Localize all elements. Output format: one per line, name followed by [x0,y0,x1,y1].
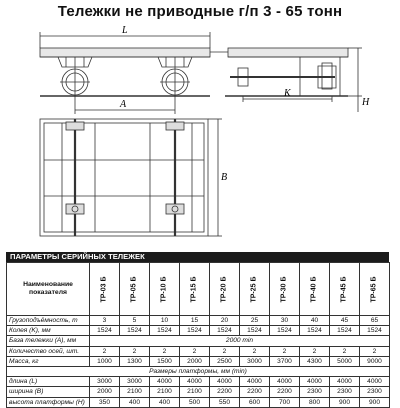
table-cell: 25 [240,316,270,326]
table-cell: 400 [150,397,180,407]
table-cell: 65 [360,316,390,326]
table-cell: 2100 [150,387,180,397]
table-cell: 15 [180,316,210,326]
table-row [7,377,390,387]
model-label: ТР-03 Б [100,275,108,303]
column-header-model [150,263,180,316]
table-row [7,387,390,397]
table-cell: 1524 [150,326,180,336]
column-header-name: Наименование показателя [7,263,90,316]
model-label: ТР-05 Б [130,275,138,303]
table-cell: 5 [120,316,150,326]
model-label: ТР-20 Б [220,275,228,303]
table-cell: 30 [270,316,300,326]
model-label: ТР-25 Б [250,275,258,303]
table-cell: 2300 [360,387,390,397]
row-label: высота платформы (Н) [7,397,90,407]
page-title: Тележки не приводные г/п 3 - 65 тонн [57,3,343,20]
table-cell: 2 [120,346,150,356]
table-cell: 400 [120,397,150,407]
table-cell: 4000 [360,377,390,387]
table-cell: 4000 [330,377,360,387]
dim-label-k: K [284,88,291,99]
table-cell: 1524 [240,326,270,336]
row-label: Грузоподъёмность, т [7,316,90,326]
model-label: ТР-15 Б [190,275,198,303]
table-cell: 1524 [270,326,300,336]
table-cell: 4300 [300,356,330,366]
model-label: ТР-45 Б [340,275,348,303]
table-cell: 4000 [150,377,180,387]
table-cell: 2 [360,346,390,356]
table-cell: 40 [300,316,330,326]
plan-view [40,119,222,236]
platform-subheader: Размеры платформы, мм (min) [7,366,390,376]
table-cell: 2300 [300,387,330,397]
table-cell: 2100 [120,387,150,397]
dim-label-h: H [362,97,370,108]
table-subheader-row [7,366,390,376]
column-header-model [360,263,390,316]
dim-label-l: L [122,25,128,36]
table-cell: 2000 [90,387,120,397]
table-cell: 600 [240,397,270,407]
column-header-model [270,263,300,316]
table-cell: 2 [270,346,300,356]
table-cell: 2 [90,346,120,356]
table-cell: 700 [270,397,300,407]
table-cell: 45 [330,316,360,326]
table-row [7,316,390,326]
table-cell: 2200 [210,387,240,397]
table-cell-span: 2000 min [90,336,390,346]
table-cell: 5000 [330,356,360,366]
column-header-model [180,263,210,316]
column-header-model [90,263,120,316]
table-row [7,336,390,346]
table-cell: 20 [210,316,240,326]
row-label: Колея (K), мм [7,326,90,336]
table-cell: 1524 [120,326,150,336]
table-cell: 2 [240,346,270,356]
column-header-model [330,263,360,316]
table-cell: 1524 [90,326,120,336]
front-view [210,48,362,112]
table-cell: 2300 [330,387,360,397]
table-cell: 550 [210,397,240,407]
table-cell: 4000 [270,377,300,387]
table-cell: 10 [150,316,180,326]
model-label: ТР-65 Б [370,275,378,303]
table-cell: 1524 [210,326,240,336]
table-cell: 1524 [300,326,330,336]
table-cell: 4000 [180,377,210,387]
row-label: База тележки (А), мм [7,336,90,346]
table-cell: 3000 [240,356,270,366]
table-cell: 2500 [210,356,240,366]
model-label: ТР-40 Б [310,275,318,303]
table-row [7,356,390,366]
table-cell: 2200 [270,387,300,397]
table-cell: 2000 [180,356,210,366]
table-cell: 1000 [90,356,120,366]
column-header-model [120,263,150,316]
table-cell: 1500 [150,356,180,366]
model-label: ТР-10 Б [160,275,168,303]
model-label: ТР-30 Б [280,275,288,303]
table-cell: 900 [330,397,360,407]
table-cell: 3700 [270,356,300,366]
table-cell: 2200 [240,387,270,397]
table-cell: 2 [300,346,330,356]
table-cell: 2 [150,346,180,356]
left-wheel-assembly [58,57,92,97]
table-cell: 1524 [360,326,390,336]
row-label: длина (L) [7,377,90,387]
column-header-model [210,263,240,316]
table-cell: 1524 [330,326,360,336]
column-header-model [240,263,270,316]
table-cell: 350 [90,397,120,407]
table-header: ПАРАМЕТРЫ СЕРИЙНЫХ ТЕЛЕЖЕК [6,252,389,262]
table-header-row [7,263,390,316]
table-cell: 500 [180,397,210,407]
table-row [7,346,390,356]
table-cell: 2100 [180,387,210,397]
table-cell: 3000 [90,377,120,387]
spec-table [6,262,390,408]
column-header-model [300,263,330,316]
table-cell: 3000 [120,377,150,387]
table-cell: 3 [90,316,120,326]
table-row [7,326,390,336]
row-label: ширина (В) [7,387,90,397]
table-cell: 900 [360,397,390,407]
row-label: Масса, кг [7,356,90,366]
table-cell: 2 [210,346,240,356]
table-cell: 1524 [180,326,210,336]
table-cell: 4000 [210,377,240,387]
table-row [7,397,390,407]
table-cell: 4000 [240,377,270,387]
table-cell: 1300 [120,356,150,366]
table-cell: 9000 [360,356,390,366]
dim-label-b: B [221,172,228,183]
table-cell: 4000 [300,377,330,387]
spec-table-section [6,252,389,408]
table-cell: 800 [300,397,330,407]
right-wheel-assembly [158,57,192,97]
row-label: Количество осей, шт. [7,346,90,356]
table-cell: 2 [180,346,210,356]
table-cell: 2 [330,346,360,356]
dim-label-a: A [120,99,127,110]
